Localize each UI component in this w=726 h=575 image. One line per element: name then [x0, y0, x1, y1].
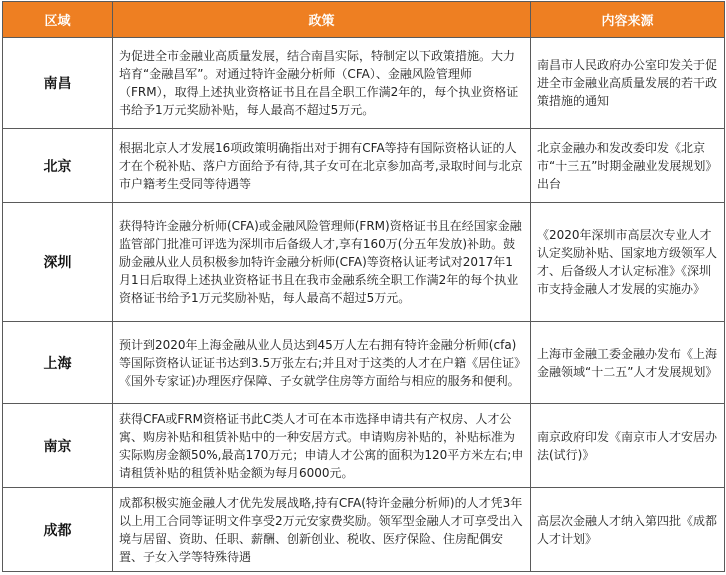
- table-header-row: [3, 2, 725, 38]
- policy-cell: 成都积极实施金融人才优先发展战略,持有CFA(特许金融分析师)的人才凭3年以上用工合同等证明文件享受2万元安家费奖励。领军型金融人才可享受出入境与居留、资助、任职、薪酬、创新创业、税收、医疗保险、住房配偶安置、子女入学等特殊待遇: [113, 488, 531, 572]
- table-row: [3, 203, 725, 322]
- region-cell: 南昌: [3, 38, 113, 129]
- region-cell: 成都: [3, 488, 113, 572]
- source-cell: 北京金融办和发改委印发《北京市“十三五”时期金融业发展规划》出台: [531, 129, 725, 203]
- region-cell: 北京: [3, 129, 113, 203]
- source-cell: 《2020年深圳市高层次专业人才认定奖励补贴、国家地方级领军人才、后备级人才认定标准》《深圳市支持金融人才发展的实施办》: [531, 203, 725, 322]
- policy-cell: 根据北京人才发展16项政策明确指出对于拥有CFA等持有国际资格认证的人才在个税补贴、落户方面给予有待,其子女可在北京参加高考,录取时间与北京市户籍考生受同等待遇等: [113, 129, 531, 203]
- header-policy: 政策: [113, 2, 531, 38]
- table-row: [3, 322, 725, 404]
- header-source: 内容来源: [531, 2, 725, 38]
- source-cell: 高层次金融人才纳入第四批《成都人才计划》: [531, 488, 725, 572]
- source-cell: 南京政府印发《南京市人才安居办法(试行)》: [531, 404, 725, 488]
- table-row: [3, 488, 725, 572]
- policy-cell: 为促进全市金融业高质量发展，结合南昌实际，特制定以下政策措施。大力培育“金融昌军”。对通过特许金融分析师（CFA）、金融风险管理师（FRM），取得上述执业资格证书且在昌全职工作满2年的，每个执业资格证书给予1万元奖励补贴，每人最高不超过5万元。: [113, 38, 531, 129]
- policy-cell: 预计到2020年上海金融从业人员达到45万人左右拥有特许金融分析师(cfa)等国际资格认证证书达到3.5万张左右;并且对于这类的人才在户籍《居住证》《国外专家证)办理医疗保障、子女就学住房等方面给与相应的服务和便利。: [113, 322, 531, 404]
- policy-cell: 获得特许金融分析师(CFA)或金融风险管理师(FRM)资格证书且在经国家金融监管部门批准可评选为深圳市后备级人才,享有160万(分五年发放)补助。鼓励金融从业人员积极参加特许金融分析师(CFA)等资格认证考试对2017年1月1日后取得上述执业资格证书且在我市金融系统全职工作满2年的每个执业资格证书给予1万元奖励补贴，每人最高不超过5万元。: [113, 203, 531, 322]
- source-cell: 上海市金融工委金融办发布《上海金融领域“十二五”人才发展规划》: [531, 322, 725, 404]
- region-cell: 南京: [3, 404, 113, 488]
- table-row: [3, 38, 725, 129]
- source-cell: 南昌市人民政府办公室印发关于促进全市金融业高质量发展的若干政策措施的通知: [531, 38, 725, 129]
- policy-cell: 获得CFA或FRM资格证书此C类人才可在本市选择申请共有产权房、人才公寓、购房补贴和租赁补贴中的一种安居方式。申请购房补贴的，补贴标准为实际购房金额50%,最高170万元；申请人才公寓的面积为120平方米左右;申请租赁补贴的租赁补贴金额为每月6000元。: [113, 404, 531, 488]
- table-row: [3, 129, 725, 203]
- policy-table: [2, 1, 725, 572]
- region-cell: 深圳: [3, 203, 113, 322]
- header-region: 区域: [3, 2, 113, 38]
- region-cell: 上海: [3, 322, 113, 404]
- table-row: [3, 404, 725, 488]
